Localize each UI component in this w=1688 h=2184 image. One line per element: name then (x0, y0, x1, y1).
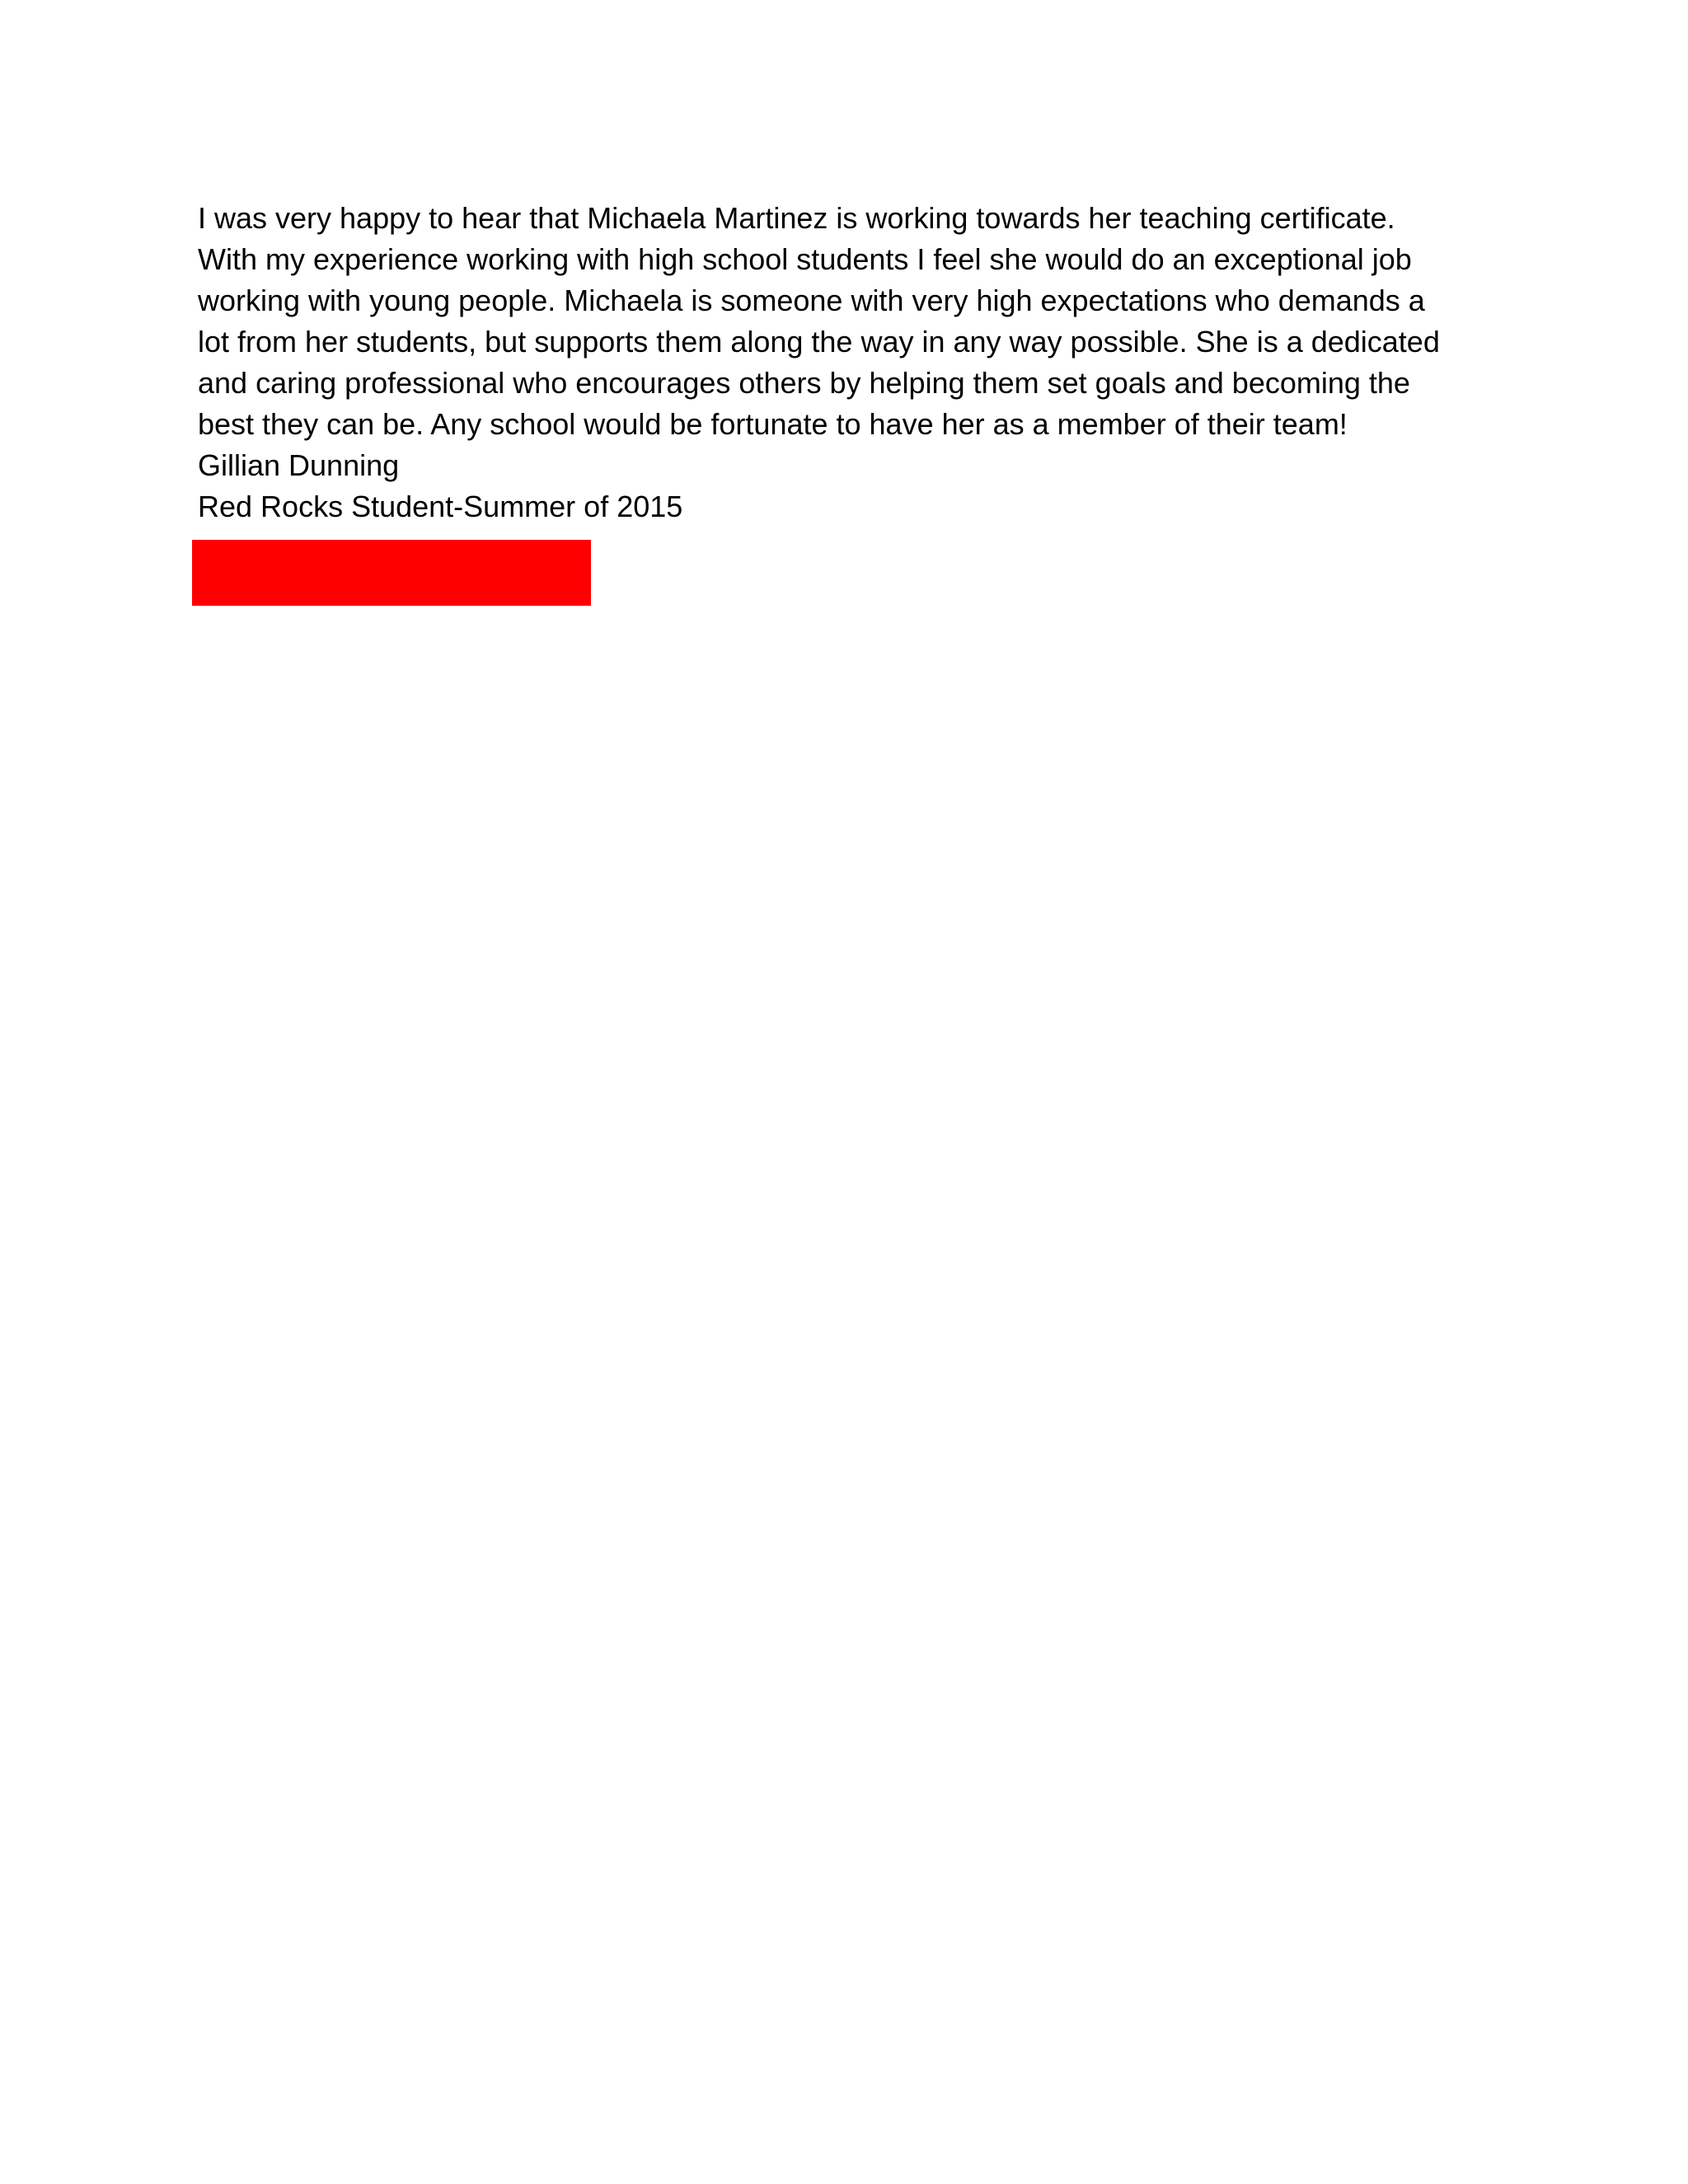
redaction-box (192, 540, 591, 606)
letter-line-4: lot from her students, but supports them along the way in any way possible. She is a dedicated (198, 325, 1440, 359)
letter-line-6: best they can be. Any school would be fortunate to have her as a member of their team! (198, 407, 1348, 441)
signature-name: Gillian Dunning (198, 448, 400, 482)
letter-line-2: With my experience working with high school students I feel she would do an exceptional job (198, 242, 1412, 276)
signature-title: Red Rocks Student-Summer of 2015 (198, 490, 683, 523)
letter-line-3: working with young people. Michaela is someone with very high expectations who demands a (198, 284, 1425, 317)
letter-line-5: and caring professional who encourages others by helping them set goals and becoming the (198, 366, 1410, 400)
letter-line-1: I was very happy to hear that Michaela Martinez is working towards her teaching certificate. (198, 201, 1395, 235)
letter-body (198, 198, 1484, 552)
